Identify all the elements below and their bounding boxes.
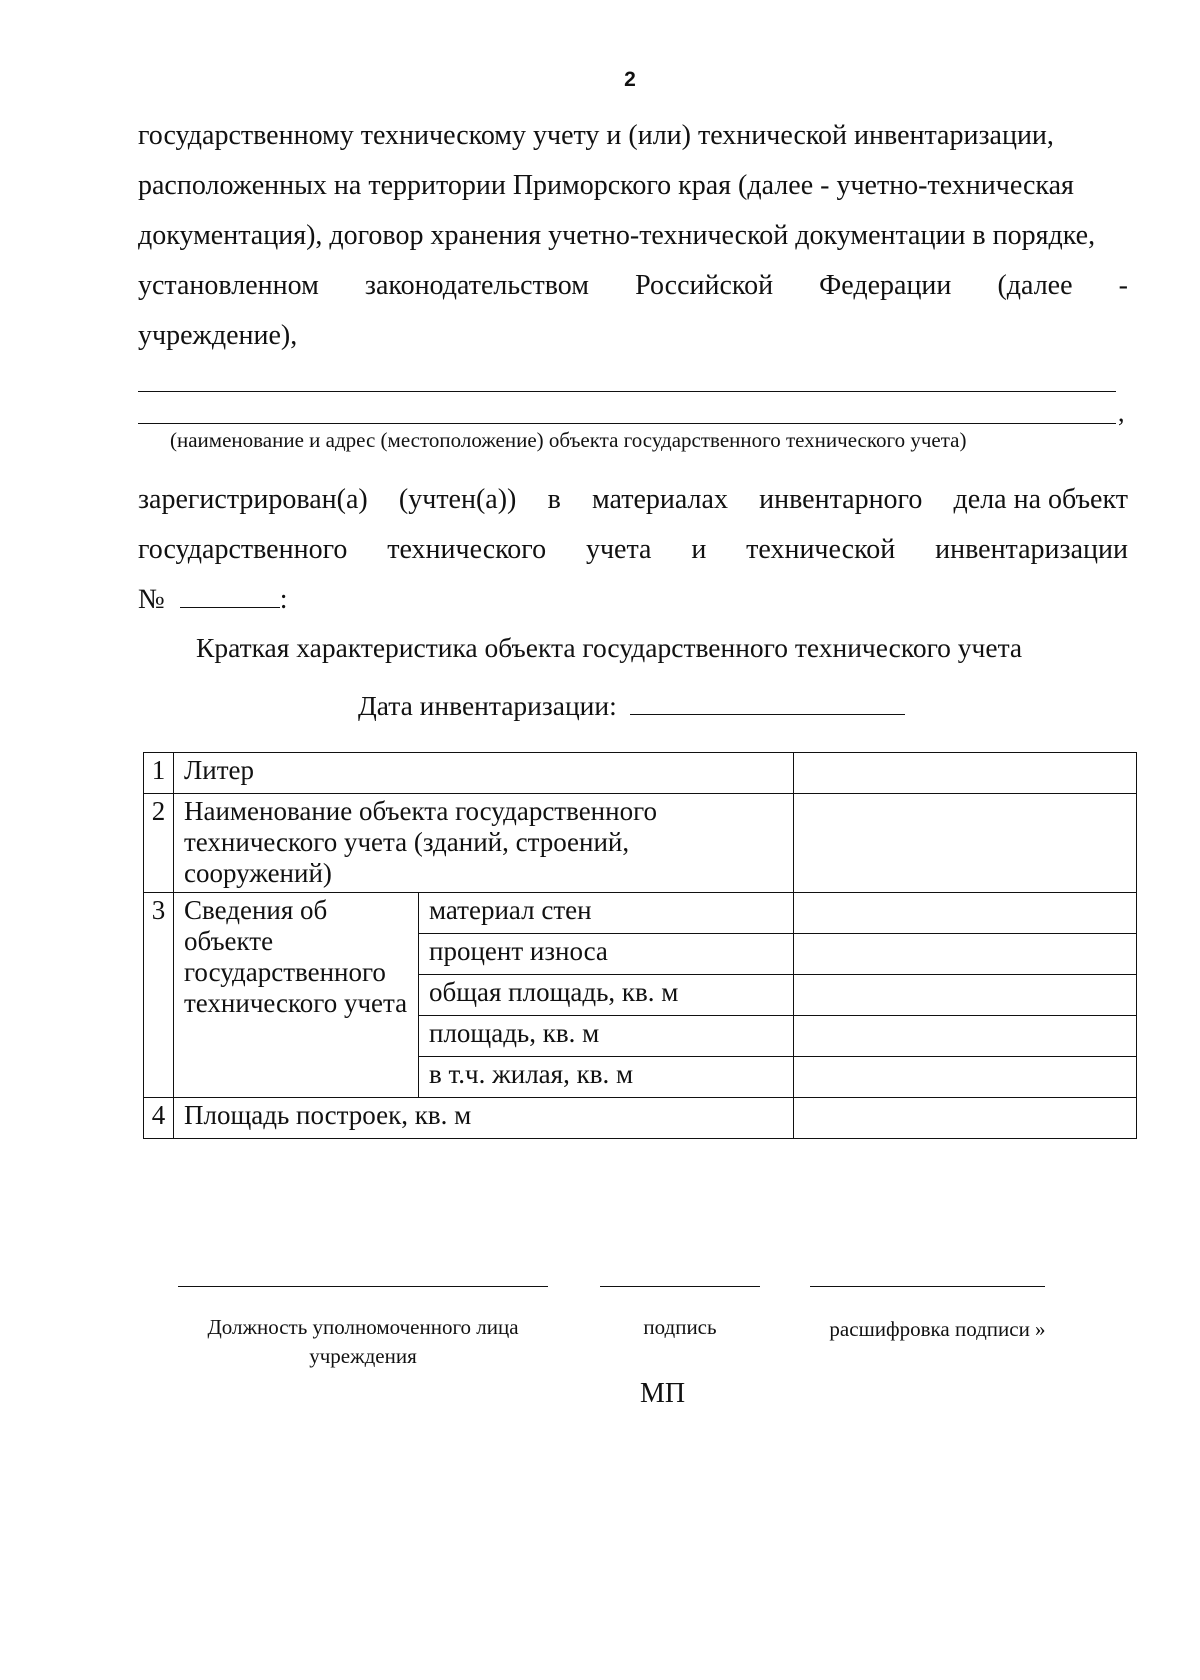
value-cell[interactable]: [794, 975, 1137, 1016]
position-signature-line[interactable]: [178, 1286, 548, 1287]
intro-line-1: государственному техническому учету и (или) технической инвентаризации,: [138, 120, 1054, 151]
registration-word: учета: [585, 534, 652, 565]
registration-line-2: [138, 525, 1128, 575]
intro-word: законодательством: [364, 270, 589, 301]
sub-label: в т.ч. жилая, кв. м: [419, 1057, 794, 1098]
registration-word: технической: [746, 534, 896, 565]
value-cell[interactable]: [794, 753, 1137, 794]
registration-word: и: [691, 534, 707, 565]
inventory-date-blank[interactable]: [630, 688, 905, 715]
inventory-date-label: Дата инвентаризации:: [358, 690, 617, 721]
row-label: Площадь построек, кв. м: [174, 1098, 794, 1139]
registration-word: инвентарного: [759, 484, 923, 515]
registration-word: дела на объект: [953, 484, 1128, 515]
value-cell[interactable]: [794, 794, 1137, 893]
sub-label: процент износа: [419, 934, 794, 975]
object-name-caption: (наименование и адрес (местоположение) объекта государственного технического учета): [170, 428, 967, 452]
intro-word: Федерации: [819, 270, 952, 301]
intro-line-2: расположенных на территории Приморского края (далее - учетно-техническая: [138, 170, 1074, 201]
registration-word: зарегистрирован(а): [138, 484, 368, 515]
sub-label: общая площадь, кв. м: [419, 975, 794, 1016]
decoding-caption: расшифровка подписи »: [829, 1317, 1046, 1341]
intro-word: установленном: [138, 270, 319, 301]
value-cell[interactable]: [794, 1098, 1137, 1139]
signature-line[interactable]: [600, 1286, 760, 1287]
decoding-signature-line[interactable]: [810, 1286, 1045, 1287]
intro-line-4: [138, 261, 1128, 311]
value-cell[interactable]: [794, 1057, 1137, 1098]
intro-line-3: документация), договор хранения учетно-технической документации в порядке,: [138, 220, 1096, 251]
registration-word: материалах: [591, 484, 728, 515]
position-caption: Должность уполномоченного лица учреждения: [207, 1315, 519, 1368]
intro-word: (далее: [997, 270, 1073, 301]
inventory-number-blank[interactable]: [180, 581, 280, 608]
intro-word: Российской: [635, 270, 774, 301]
table-row: [144, 1098, 1137, 1139]
registration-word: инвентаризации: [935, 534, 1128, 565]
value-cell[interactable]: [794, 893, 1137, 934]
object-name-blank-line-1[interactable]: [138, 391, 1116, 392]
row-label: Сведения об объекте государственного технического учета: [174, 893, 419, 1098]
brief-title: Краткая характеристика объекта государственного технического учета: [196, 632, 1023, 663]
intro-word: -: [1118, 270, 1128, 301]
stamp-place: МП: [640, 1378, 686, 1409]
intro-line-5: учреждение),: [138, 320, 298, 351]
table-row: [144, 893, 1137, 934]
inventory-date-row: [358, 688, 905, 722]
inventory-number-line: [138, 575, 1128, 625]
number-sign: №: [138, 584, 165, 615]
table-row: [144, 753, 1137, 794]
row-label: Литер: [174, 753, 794, 794]
inventory-number-colon: :: [279, 584, 288, 615]
row-number: 1: [144, 753, 174, 794]
registration-word: технического: [387, 534, 547, 565]
object-name-comma: ,: [1118, 398, 1125, 427]
characteristics-table: [143, 752, 1137, 1139]
row-number: 2: [144, 794, 174, 893]
table-row: [144, 794, 1137, 893]
intro-paragraph: [138, 111, 1128, 361]
object-name-blank-line-2[interactable]: [138, 423, 1116, 424]
value-cell[interactable]: [794, 934, 1137, 975]
sub-label: площадь, кв. м: [419, 1016, 794, 1057]
registration-paragraph: [138, 475, 1128, 625]
value-cell[interactable]: [794, 1016, 1137, 1057]
registration-word: государственного: [138, 534, 348, 565]
registration-word: в: [547, 484, 561, 515]
signature-caption: подпись: [643, 1315, 717, 1339]
registration-line-1: [138, 475, 1128, 525]
row-number: 4: [144, 1098, 174, 1139]
row-label: Наименование объекта государственного технического учета (зданий, строений, сооружений): [174, 794, 794, 893]
page-number: 2: [624, 68, 636, 91]
row-number: 3: [144, 893, 174, 1098]
sub-label: материал стен: [419, 893, 794, 934]
registration-word: (учтен(а)): [398, 484, 517, 515]
